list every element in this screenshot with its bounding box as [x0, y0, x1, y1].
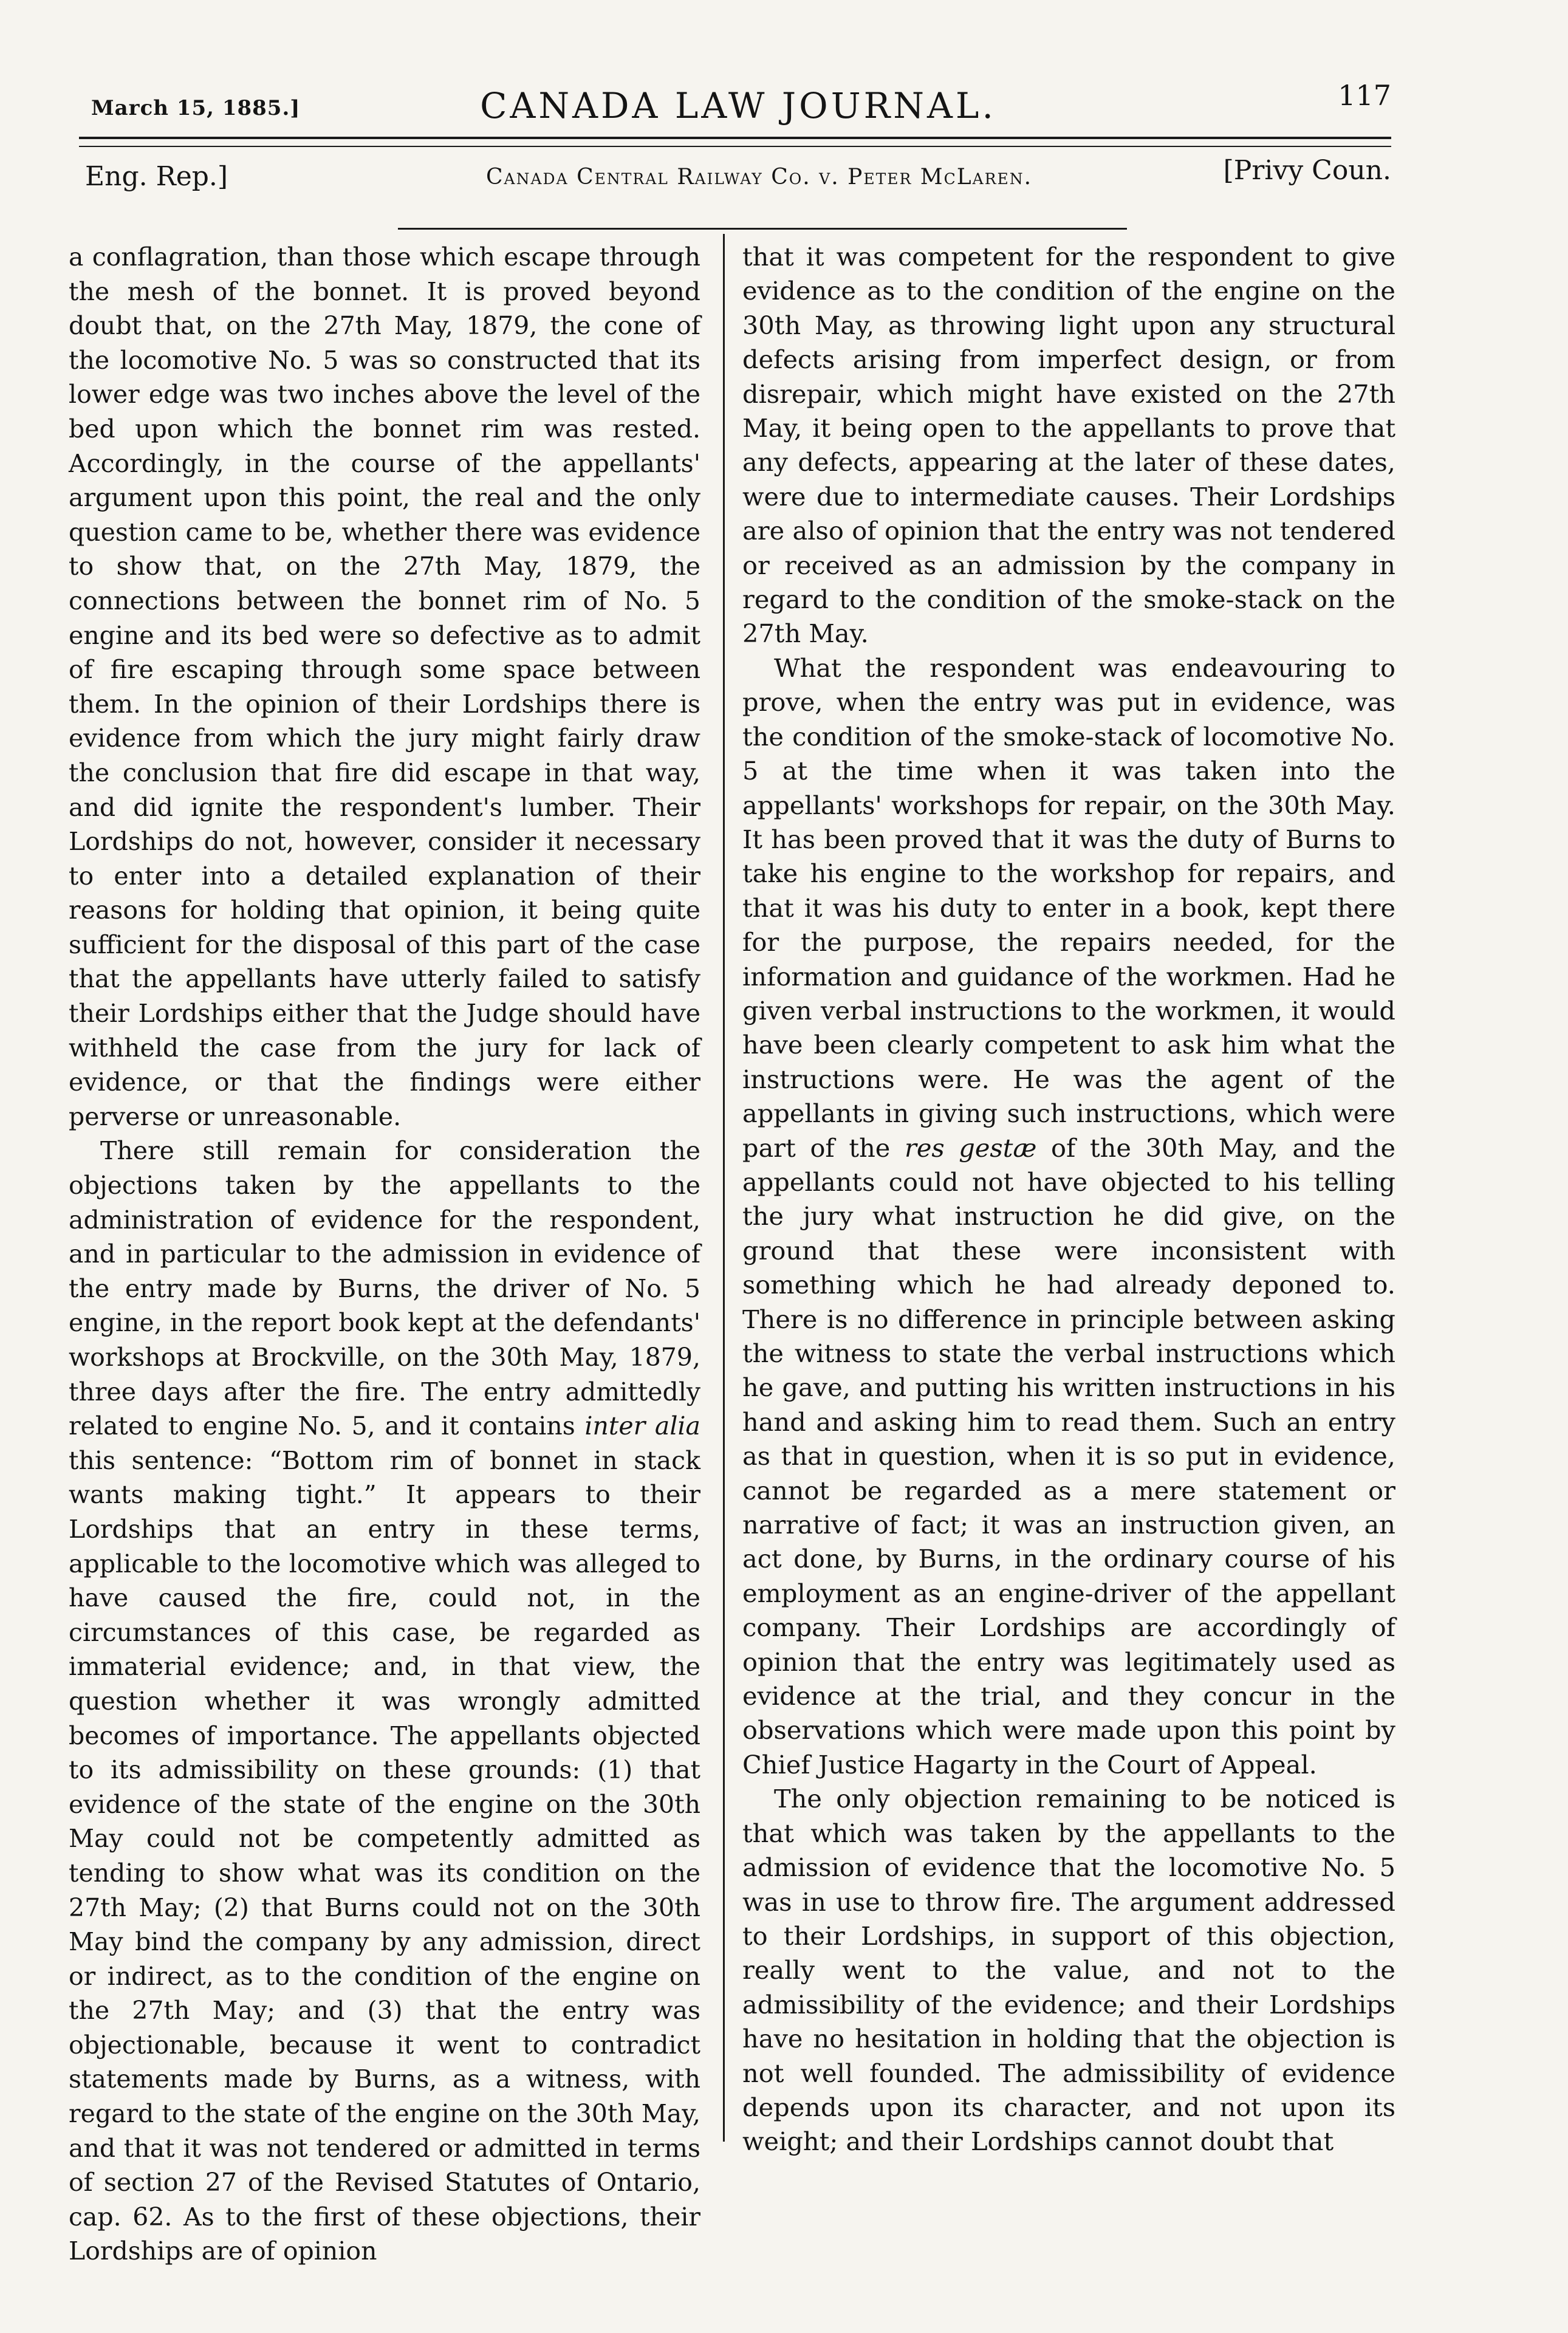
paragraph: The only objection remaining to be noticed is that which was taken by the appellants to the admission of evidence that the locomotive No. 5 was in use to throw fire. The argument addressed to their Lordships, in support of this objection, really went to the value, and not to the admissibility of the evidence; and their Lordships have no hesitation in holding that the objection is not well founded. The admissibility of evidence depends upon its character, and not upon its weight; and their Lordships cannot doubt that	[742, 1784, 1395, 2157]
paragraph	[69, 1134, 700, 2269]
page-number: 117	[1338, 79, 1391, 112]
paragraph: a conflagration, than those which escape through the mesh of the bonnet. It is proved beyond doubt that, on the 27th May, 1879, the cone of the locomotive No. 5 was so constructed that its lower edge was two inches above the level of the bed upon which the bonnet rim was rested. Accordingly, in the course of the appellants' argument upon this point, the real and the only question came to be, whether there was evidence to show that, on the 27th May, 1879, the connections between the bonnet rim of No. 5 engine and its bed were so defective as to admit of fire escaping through some space between them. In the opinion of their Lordships there is evidence from which the jury might fairly draw the conclusion that fire did escape in that way, and did ignite the respondent's lumber. Their Lordships do not, however, consider it necessary to enter into a detailed explanation of their reasons for holding that opinion, it being quite sufficient for the disposal of this part of the case that the appellants have utterly failed to satisfy their Lordships either that the Judge should have withheld the case from the jury for lack of evidence, or that the findings were either perverse or unreasonable.	[69, 242, 700, 1131]
paragraph	[742, 651, 1395, 1782]
latin-phrase: inter alia	[584, 1411, 700, 1441]
issue-date: March 15, 1885.]	[91, 96, 301, 120]
case-subheader	[85, 155, 1391, 204]
journal-title: CANADA LAW JOURNAL.	[480, 85, 996, 126]
paragraph-text: What the respondent was endeavouring to prove, when the entry was put in evidence, was the condition of the smoke-stack of locomotive No. 5 at the time when it was taken into the appellants' workshops for repair, on the 30th May. It has been proved that it was the duty of Burns to take his engine to the workshop for repairs, and that it was his duty to enter in a book, kept there for the purpose, the repairs needed, for the information and guidance of the workmen. Had he given verbal instructions to the workmen, it would have been clearly competent to ask him what the instructions were. He was the agent of the appellants in giving such instructions, which were part of the	[742, 653, 1395, 1163]
running-head	[85, 79, 1391, 134]
paragraph: that it was competent for the respondent to give evidence as to the condition of the engine on the 30th May, as throwing light upon any structural defects arising from imperfect design, or from disrepair, which might have existed on the 27th May, it being open to the appellants to prove that any defects, appearing at the later of these dates, were due to intermediate causes. Their Lordships are also of opinion that the entry was not tendered or received as an admission by the company in regard to the condition of the smoke-stack on the 27th May.	[742, 242, 1395, 649]
paragraph-text: There still remain for consideration the objections taken by the appellants to the administration of evidence for the respondent, and in particular to the admission in evidence of the entry made by Burns, the driver of No. 5 engine, in the report book kept at the defendants' workshops at Brockville, on the 30th May, 1879, three days after the fire. The entry admittedly related to engine No. 5, and it contains	[69, 1136, 700, 1441]
header-rule-thick	[79, 137, 1391, 139]
header-rule-thin	[79, 146, 1391, 147]
report-section-label: Eng. Rep.]	[85, 161, 228, 192]
right-column	[742, 240, 1395, 2159]
paragraph-text: this sentence: “Bottom rim of bonnet in stack wants making tight.” It appears to their Lordships that an entry in these terms, applicable to the locomotive which was alleged to have caused the fire, could not, in the circumstances of this case, be regarded as immaterial evidence; and, in that view, the question whether it was wrongly admitted becomes of importance. The appellants objected to its admissibility on these grounds: (1) that evidence of the state of the engine on the 30th May could not be competently admitted as tending to show what was its condition on the 27th May; (2) that Burns could not on the 30th May bind the company by any admission, direct or indirect, as to the condition of the engine on the 27th May; and (3) that the entry was objectionable, because it went to contradict statements made by Burns, as a witness, with regard to the state of the engine on the 30th May, and that it was not tendered or admitted in terms of section 27 of the Revised Statutes of Ontario, cap. 62. As to the first of these objections, their Lordships are of opinion	[69, 1445, 700, 2266]
case-title: Canada Central Railway Co. v. Peter McLaren.	[486, 165, 1033, 190]
column-divider	[723, 234, 725, 2142]
paragraph-text: of the 30th May, and the appellants could not have objected to his telling the jury what instruction he did give, on the ground that these were inconsistent with something which he had already deponed to. There is no difference in principle between asking the witness to state the verbal instructions which he gave, and putting his written instructions in his hand and asking him to read them. Such an entry as that in question, when it is so put in evidence, cannot be regarded as a mere statement or narrative of fact; it was an instruction given, an act done, by Burns, in the ordinary course of his employment as an engine-driver of the appellant company. Their Lordships are accordingly of opinion that the entry was legitimately used as evidence at the trial, and they concur in the observations which were made upon this point by Chief Justice Hagarty in the Court of Appeal.	[742, 1132, 1396, 1780]
left-column	[69, 240, 700, 2269]
court-label: [Privy Coun.	[1223, 155, 1391, 186]
latin-phrase: res gestæ	[905, 1132, 1037, 1163]
subheader-rule	[398, 228, 1127, 230]
